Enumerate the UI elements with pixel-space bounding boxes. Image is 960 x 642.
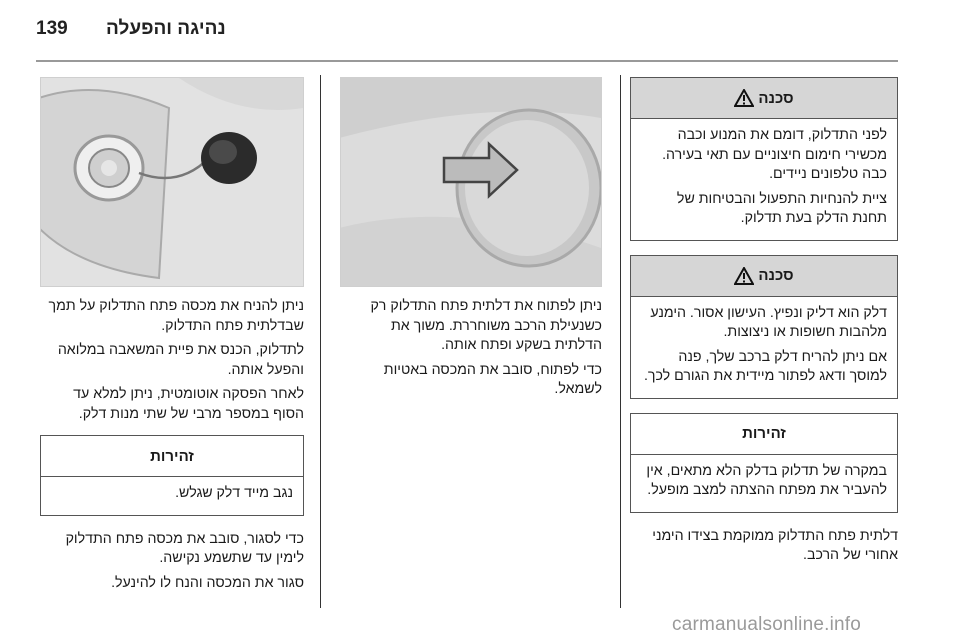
column-divider-right bbox=[620, 75, 621, 608]
page-number: 139 bbox=[36, 18, 68, 39]
danger-title: סכנה bbox=[758, 267, 794, 284]
danger-paragraph: לפני התדלוק, דומם את המנוע וכבה מכשירי חימום חיצוניים עם תאי בעירה. כבה טלפונים ניידים. bbox=[662, 127, 887, 182]
body-paragraph: לתדלוק, הכנס את פיית המשאבה במלואה והפעל אותה. bbox=[57, 342, 304, 378]
chapter-title: נהיגה והפעלה bbox=[106, 18, 226, 39]
caution-paragraph: נגב מייד דלק שגלש. bbox=[175, 485, 293, 501]
caution-box bbox=[40, 435, 304, 516]
danger-box-body bbox=[631, 297, 897, 398]
body-paragraph: כדי לפתוח, סובב את המכסה באטיות לשמאל. bbox=[383, 361, 602, 397]
body-paragraph: ניתן להניח את מכסה פתח התדלוק על תמך שבדלתית פתח התדלוק. bbox=[48, 298, 304, 334]
caution-title: זהירות bbox=[742, 425, 786, 442]
fuel-cap-holder-photo bbox=[40, 77, 304, 287]
caution-title: זהירות bbox=[150, 447, 194, 465]
column-left bbox=[40, 77, 304, 598]
danger-box-header bbox=[631, 256, 897, 297]
warning-triangle-icon bbox=[734, 267, 754, 285]
fuel-filler-flap-photo bbox=[340, 77, 602, 287]
caution-box-header bbox=[631, 414, 897, 455]
danger-paragraph: אם ניתן להריח דלק ברכב שלך, פנה למוסך ודאג לפתור מיידית את הגורם לכך. bbox=[643, 348, 887, 384]
body-paragraph: סגור את המכסה והנח לו להינעל. bbox=[111, 574, 304, 591]
page-header bbox=[36, 18, 916, 48]
body-paragraph: דלתית פתח התדלוק ממוקמת בצידו הימני אחורי של הרכב. bbox=[652, 527, 898, 563]
danger-box-header bbox=[631, 78, 897, 119]
column-middle bbox=[340, 77, 602, 405]
warning-triangle-icon bbox=[734, 89, 754, 107]
watermark: carmanualsonline.info bbox=[672, 614, 862, 635]
danger-box-2 bbox=[630, 255, 898, 399]
danger-box-1 bbox=[630, 77, 898, 241]
body-paragraph: כדי לסגור, סובב את מכסה פתח התדלוק לימין עד שתשמע נקישה. bbox=[65, 530, 304, 566]
danger-paragraph: ציית להנחיות התפעול והבטיחות של תחנת הדלק בעת תדלוק. bbox=[676, 190, 887, 226]
caution-box-body bbox=[41, 477, 303, 515]
danger-title: סכנה bbox=[758, 89, 794, 107]
caution-box bbox=[630, 413, 898, 513]
caution-paragraph: במקרה של תדלוק בדלק הלא מתאים, אין להעביר את מפתח ההצתה למצב מופעל. bbox=[646, 462, 887, 498]
body-paragraph: ניתן לפתוח את דלתית פתח התדלוק רק כשנעילת הרכב משוחררת. משוך את הדלתית בשקע ופתח אותה. bbox=[370, 298, 602, 353]
header-divider bbox=[36, 60, 898, 62]
caution-box-header bbox=[41, 436, 303, 477]
danger-paragraph: דלק הוא דליק ונפיץ. העישון אסור. הימנע מלהבות חשופות או ניצוצות. bbox=[650, 304, 887, 340]
caution-box-body bbox=[631, 455, 897, 512]
column-divider-left bbox=[320, 75, 321, 608]
column-right bbox=[630, 77, 898, 571]
body-paragraph: לאחר הפסקה אוטומטית, ניתן למלא עד הסוף במספר מרבי של שתי מנות דלק. bbox=[73, 386, 304, 422]
danger-box-body bbox=[631, 119, 897, 240]
